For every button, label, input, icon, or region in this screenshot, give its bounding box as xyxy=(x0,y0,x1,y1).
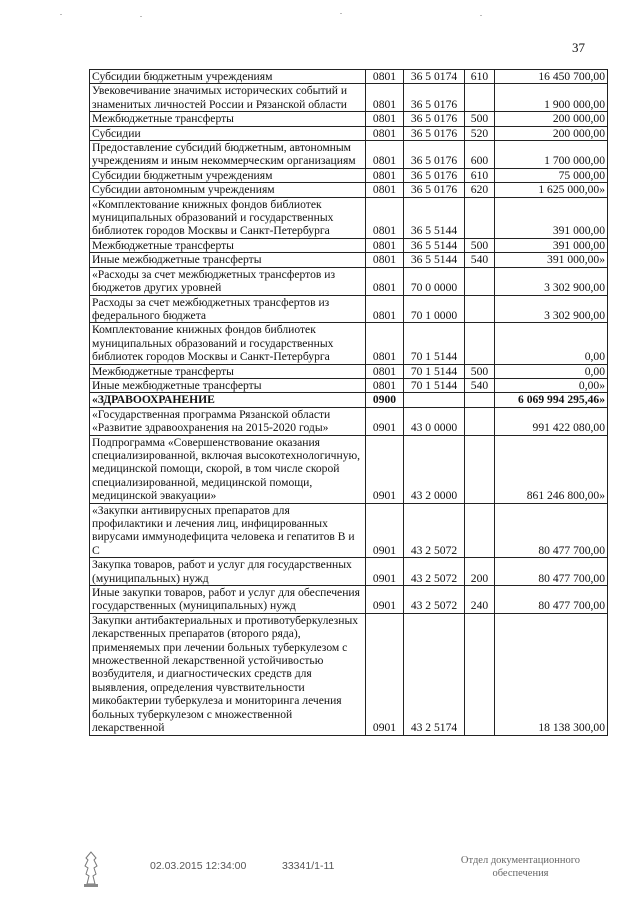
expense-type-cell: 540 xyxy=(465,378,495,392)
target-code-cell: 36 5 0176 xyxy=(404,141,465,169)
target-code-cell: 43 2 5174 xyxy=(404,613,465,735)
target-code-cell: 43 2 0000 xyxy=(404,435,465,503)
amount-cell: 6 069 994 295,46» xyxy=(495,393,608,407)
amount-cell: 200 000,00 xyxy=(495,112,608,126)
row-name-cell: Закупка товаров, работ и услуг для государственных (муниципальных) нужд xyxy=(90,558,366,586)
table-row xyxy=(90,364,608,378)
amount-cell: 391 000,00» xyxy=(495,253,608,267)
footer-department: Отдел документационного обеспечения xyxy=(460,855,581,879)
section-code-cell: 0901 xyxy=(366,503,404,558)
section-code-cell: 0801 xyxy=(366,70,404,84)
amount-cell: 200 000,00 xyxy=(495,126,608,140)
table-row xyxy=(90,586,608,614)
amount-cell: 391 000,00 xyxy=(495,238,608,252)
table-row xyxy=(90,558,608,586)
table-row xyxy=(90,435,608,503)
section-code-cell: 0801 xyxy=(366,253,404,267)
amount-cell: 991 422 080,00 xyxy=(495,407,608,435)
target-code-cell: 43 2 5072 xyxy=(404,586,465,614)
row-name-cell: Субсидии xyxy=(90,126,366,140)
amount-cell: 3 302 900,00 xyxy=(495,267,608,295)
expense-type-cell: 520 xyxy=(465,126,495,140)
table-row xyxy=(90,183,608,197)
target-code-cell: 36 5 0176 xyxy=(404,84,465,112)
expense-type-cell xyxy=(465,407,495,435)
amount-cell: 16 450 700,00 xyxy=(495,70,608,84)
section-code-cell: 0801 xyxy=(366,168,404,182)
row-name-cell: Комплектование книжных фондов библиотек муниципальных образований и государственных библиотек городов Москвы и Санкт-Петербурга xyxy=(90,323,366,364)
row-name-cell: Иные межбюджетные трансферты xyxy=(90,378,366,392)
target-code-cell: 36 5 0176 xyxy=(404,183,465,197)
section-code-cell: 0801 xyxy=(366,126,404,140)
expense-type-cell: 240 xyxy=(465,586,495,614)
amount-cell: 75 000,00 xyxy=(495,168,608,182)
amount-cell: 18 138 300,00 xyxy=(495,613,608,735)
expense-type-cell xyxy=(465,503,495,558)
target-code-cell: 43 2 5072 xyxy=(404,558,465,586)
section-code-cell: 0901 xyxy=(366,558,404,586)
table-row xyxy=(90,393,608,407)
target-code-cell: 70 1 5144 xyxy=(404,378,465,392)
page-number: 37 xyxy=(572,40,585,55)
expense-type-cell xyxy=(465,323,495,364)
amount-cell: 80 477 700,00 xyxy=(495,586,608,614)
amount-cell: 1 900 000,00 xyxy=(495,84,608,112)
expense-type-cell xyxy=(465,197,495,238)
emblem-stamp-icon xyxy=(80,850,102,890)
row-name-cell: Подпрограмма «Совершенствование оказания специализированной, включая высокотехнологичную, медицинской помощи, скорой, в том числе скорой специализированной, медицинской помощи, медицинской эвакуации» xyxy=(90,435,366,503)
target-code-cell: 36 5 5144 xyxy=(404,197,465,238)
table-row xyxy=(90,613,608,735)
target-code-cell: 36 5 0176 xyxy=(404,168,465,182)
target-code-cell: 70 0 0000 xyxy=(404,267,465,295)
target-code-cell: 43 2 5072 xyxy=(404,503,465,558)
section-code-cell: 0801 xyxy=(366,112,404,126)
expense-type-cell xyxy=(465,613,495,735)
row-name-cell: Субсидии бюджетным учреждениям xyxy=(90,168,366,182)
expense-type-cell: 620 xyxy=(465,183,495,197)
row-name-cell: Иные межбюджетные трансферты xyxy=(90,253,366,267)
row-name-cell: Предоставление субсидий бюджетным, автономным учреждениям и иным некоммерческим организациям xyxy=(90,141,366,169)
row-name-cell: Увековечивание значимых исторических событий и знаменитых личностей России и Рязанской области xyxy=(90,84,366,112)
expense-type-cell xyxy=(465,84,495,112)
row-name-cell: Межбюджетные трансферты xyxy=(90,364,366,378)
amount-cell: 0,00 xyxy=(495,323,608,364)
section-code-cell: 0801 xyxy=(366,197,404,238)
table-row xyxy=(90,141,608,169)
section-code-cell: 0901 xyxy=(366,407,404,435)
table-row xyxy=(90,407,608,435)
expense-type-cell: 500 xyxy=(465,364,495,378)
row-name-cell: Субсидии бюджетным учреждениям xyxy=(90,70,366,84)
row-name-cell: «Расходы за счет межбюджетных трансфертов из бюджетов других уровней xyxy=(90,267,366,295)
table-row xyxy=(90,267,608,295)
section-code-cell: 0801 xyxy=(366,323,404,364)
section-code-cell: 0901 xyxy=(366,613,404,735)
table-row xyxy=(90,197,608,238)
expense-type-cell xyxy=(465,393,495,407)
amount-cell: 861 246 800,00» xyxy=(495,435,608,503)
section-code-cell: 0901 xyxy=(366,586,404,614)
expense-type-cell: 500 xyxy=(465,112,495,126)
expense-type-cell: 610 xyxy=(465,70,495,84)
expense-type-cell xyxy=(465,435,495,503)
amount-cell: 3 302 900,00 xyxy=(495,295,608,323)
target-code-cell: 70 1 5144 xyxy=(404,364,465,378)
section-code-cell: 0901 xyxy=(366,435,404,503)
section-code-cell: 0900 xyxy=(366,393,404,407)
amount-cell: 0,00» xyxy=(495,378,608,392)
table-row xyxy=(90,126,608,140)
target-code-cell: 70 1 0000 xyxy=(404,295,465,323)
footer-date: 02.03.2015 12:34:00 xyxy=(150,860,247,872)
table-row xyxy=(90,295,608,323)
target-code-cell: 70 1 5144 xyxy=(404,323,465,364)
table-row xyxy=(90,70,608,84)
target-code-cell: 36 5 0176 xyxy=(404,112,465,126)
target-code-cell: 36 5 5144 xyxy=(404,238,465,252)
table-row xyxy=(90,378,608,392)
row-name-cell: Расходы за счет межбюджетных трансфертов из федерального бюджета xyxy=(90,295,366,323)
amount-cell: 80 477 700,00 xyxy=(495,503,608,558)
section-code-cell: 0801 xyxy=(366,183,404,197)
table-row xyxy=(90,238,608,252)
row-name-cell: «Государственная программа Рязанской области «Развитие здравоохранения на 2015-2020 годы» xyxy=(90,407,366,435)
row-name-cell: «Комплектование книжных фондов библиотек муниципальных образований и государственных библиотек городов Москвы и Санкт-Петербурга xyxy=(90,197,366,238)
target-code-cell: 36 5 0176 xyxy=(404,126,465,140)
row-name-cell: Закупки антибактериальных и противотуберкулезных лекарственных препаратов (второго ряда), применяемых при лечении больных туберкулезом с множественной лекарственной устойчивостью возбудителя, и диагностических средств для выявления, определения чувствительности микобактерии туберкулеза и мониторинга лечения больных туберкулезом с множественной лекарственной xyxy=(90,613,366,735)
row-name-cell: Иные закупки товаров, работ и услуг для обеспечения государственных (муниципальных) нужд xyxy=(90,586,366,614)
row-name-cell: «Закупки антивирусных препаратов для профилактики и лечения лиц, инфицированных вирусами иммунодефицита человека и гепатитов В и С xyxy=(90,503,366,558)
section-code-cell: 0801 xyxy=(366,238,404,252)
section-code-cell: 0801 xyxy=(366,141,404,169)
amount-cell: 0,00 xyxy=(495,364,608,378)
section-code-cell: 0801 xyxy=(366,364,404,378)
footer-doc-id: 33341/1-11 xyxy=(282,860,335,872)
row-name-cell: Межбюджетные трансферты xyxy=(90,112,366,126)
budget-table xyxy=(89,69,608,736)
table-row xyxy=(90,323,608,364)
expense-type-cell: 200 xyxy=(465,558,495,586)
amount-cell: 80 477 700,00 xyxy=(495,558,608,586)
amount-cell: 1 700 000,00 xyxy=(495,141,608,169)
table-row xyxy=(90,253,608,267)
target-code-cell: 43 0 0000 xyxy=(404,407,465,435)
target-code-cell: 36 5 0174 xyxy=(404,70,465,84)
section-code-cell: 0801 xyxy=(366,378,404,392)
amount-cell: 391 000,00 xyxy=(495,197,608,238)
expense-type-cell xyxy=(465,267,495,295)
row-name-cell: «ЗДРАВООХРАНЕНИЕ xyxy=(90,393,366,407)
table-row xyxy=(90,84,608,112)
expense-type-cell: 600 xyxy=(465,141,495,169)
expense-type-cell xyxy=(465,295,495,323)
amount-cell: 1 625 000,00» xyxy=(495,183,608,197)
section-code-cell: 0801 xyxy=(366,267,404,295)
expense-type-cell: 500 xyxy=(465,238,495,252)
row-name-cell: Межбюджетные трансферты xyxy=(90,238,366,252)
row-name-cell: Субсидии автономным учреждениям xyxy=(90,183,366,197)
expense-type-cell: 540 xyxy=(465,253,495,267)
target-code-cell xyxy=(404,393,465,407)
target-code-cell: 36 5 5144 xyxy=(404,253,465,267)
section-code-cell: 0801 xyxy=(366,295,404,323)
expense-type-cell: 610 xyxy=(465,168,495,182)
table-row xyxy=(90,503,608,558)
table-row xyxy=(90,168,608,182)
table-row xyxy=(90,112,608,126)
section-code-cell: 0801 xyxy=(366,84,404,112)
